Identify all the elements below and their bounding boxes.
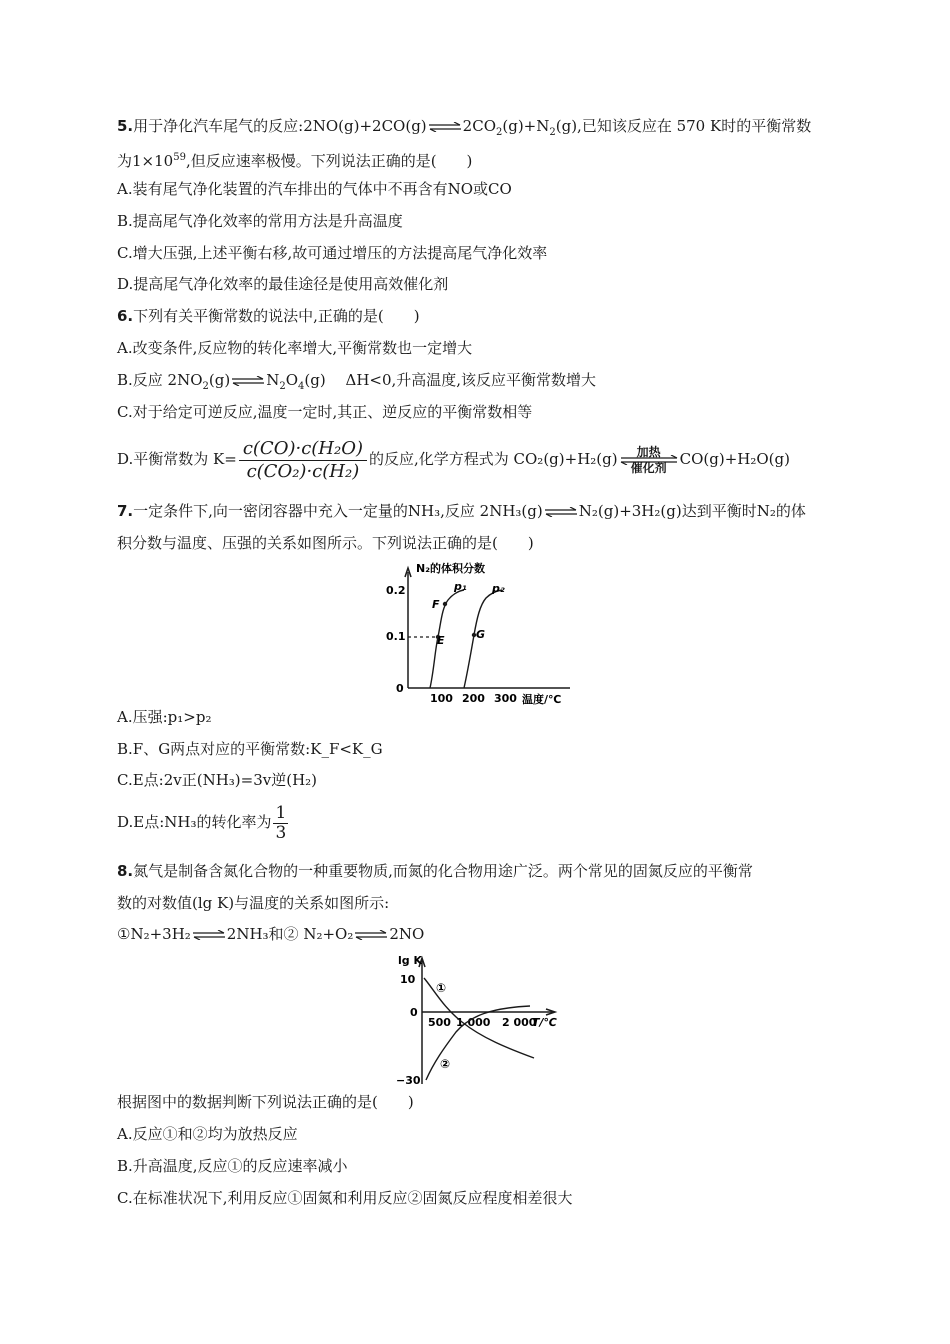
q8-stem: 根据图中的数据判断下列说法正确的是( ) — [117, 1093, 414, 1111]
label-p1: p₁ — [454, 580, 467, 593]
q7-option-d — [117, 800, 290, 844]
q6-option-a: A.改变条件,反应物的转化率增大,平衡常数也一定增大 — [117, 339, 473, 357]
q7-optd-text: D.E点:NH₃的转化率为 — [117, 813, 272, 831]
y-axis-label: lg K — [398, 954, 422, 967]
y-tick: −30 — [396, 1074, 421, 1087]
q6-option-c: C.对于给定可逆反应,温度一定时,其正、逆反应的平衡常数相等 — [117, 403, 533, 421]
fraction-denominator: c(CO₂)·c(H₂) — [246, 460, 360, 482]
y-axis-label: N₂的体积分数 — [416, 562, 486, 575]
equilibrium-arrow-icon — [231, 376, 265, 386]
q6-optd-text-c: CO(g)+H₂O(g) — [679, 450, 790, 468]
q5-text-1a: 用于净化汽车尾气的反应:2NO(g)+2CO(g) — [133, 117, 427, 135]
x-tick: 1 000 — [456, 1016, 491, 1029]
q5-text-1c: (g)+N — [502, 117, 550, 135]
q7-line1 — [117, 500, 806, 522]
q8-line3 — [117, 923, 424, 945]
q6-optd-text-b: 的反应,化学方程式为 CO₂(g)+H₂(g) — [369, 450, 618, 468]
label-e: E — [437, 634, 445, 647]
y-tick: 0.1 — [386, 630, 406, 643]
catalyst-reversible-arrow — [620, 443, 678, 477]
equilibrium-arrow-icon — [544, 507, 578, 517]
heating-label: 加热 — [636, 445, 661, 459]
q5-text-2b: ,但反应速率极慢。下列说法正确的是( ) — [185, 152, 473, 170]
equilibrium-arrow-icon — [354, 930, 388, 940]
q5-option-b: B.提高尾气净化效率的常用方法是升高温度 — [117, 212, 403, 230]
q5-line2 — [117, 147, 472, 172]
q8-option-c: C.在标准状况下,利用反应①固氮和利用反应②固氮反应程度相差很大 — [117, 1189, 573, 1207]
label-reaction-2: ② — [440, 1057, 451, 1071]
q6-optb-text-d: O — [285, 371, 299, 389]
q8-line2: 数的对数值(lg K)与温度的关系如图所示: — [117, 894, 390, 912]
q7-number: 7. — [117, 502, 134, 520]
q5-number: 5. — [117, 117, 134, 135]
y-tick: 10 — [400, 973, 416, 986]
label-f: F — [432, 598, 440, 611]
q7-option-c: C.E点:2v正(NH₃)=3v逆(H₂) — [117, 771, 318, 789]
q8-text-3a: ①N₂+3H₂ — [117, 925, 191, 943]
x-tick: 100 — [430, 692, 453, 705]
q5-line1: 5.用于净化汽车尾气的反应:2NO(g)+2CO(g) $2CO_2(g)+N_2(g)$,已知该反应在 570 K时的平衡常数 — [117, 117, 812, 138]
y-tick: 0 — [396, 682, 404, 695]
q6-stem-text: 下列有关平衡常数的说法中,正确的是( ) — [133, 307, 420, 325]
fraction-denominator: 3 — [275, 822, 287, 843]
conversion-fraction — [273, 804, 288, 843]
q8-line1 — [117, 860, 753, 882]
x-tick: 300 — [494, 692, 517, 705]
q5-text-2a: 为1×10 — [117, 152, 174, 170]
q7-option-a: A.压强:p₁>p₂ — [117, 708, 212, 726]
point-f — [443, 602, 447, 606]
label-reaction-1: ① — [436, 981, 447, 995]
q8-text-3b: 2NH₃和② N₂+O₂ — [226, 925, 354, 943]
fraction-numerator: c(CO)·c(H₂O) — [239, 438, 367, 461]
q6-option-b: B.反应 $2NO_2(g)$ $N_2O_4(g)$ ΔH<0,升高温度,该反应平衡常数增大 — [117, 371, 597, 392]
equilibrium-constant-fraction — [239, 438, 367, 483]
x-tick: 200 — [462, 692, 485, 705]
lgk-temperature-figure — [372, 950, 562, 1088]
q5-option-d: D.提高尾气净化效率的最佳途径是使用高效催化剂 — [117, 275, 449, 293]
q6-optd-text-a: D.平衡常数为 K= — [117, 450, 237, 468]
q7-line2: 积分数与温度、压强的关系如图所示。下列说法正确的是( ) — [117, 534, 534, 552]
q7-text-1b: N₂(g)+3H₂(g)达到平衡时N₂的体 — [578, 502, 806, 520]
q6-optb-text-c: N — [266, 371, 280, 389]
x-tick: 2 000 — [502, 1016, 537, 1029]
q8-text-1: 氮气是制备含氮化合物的一种重要物质,而氮的化合物用途广泛。两个常见的固氮反应的平衡常 — [133, 862, 753, 880]
q6-option-d — [117, 434, 790, 484]
q6-stem — [117, 305, 420, 327]
q6-optb-text-a: B.反应 2NO — [117, 371, 203, 389]
catalyst-label: 催化剂 — [630, 461, 667, 475]
equilibrium-arrow-icon — [192, 930, 226, 940]
n2-volume-fraction-figure — [378, 560, 578, 708]
q6-optb-text-e: (g) ΔH<0,升高温度,该反应平衡常数增大 — [304, 371, 597, 389]
q5-option-c: C.增大压强,上述平衡右移,故可通过增压的方法提高尾气净化效率 — [117, 244, 548, 262]
label-p2: p₂ — [492, 582, 505, 595]
q5-text-1b: 2CO — [462, 117, 496, 135]
fraction-numerator: 1 — [275, 802, 287, 823]
label-g: G — [476, 628, 486, 641]
q6-optb-text-b: (g) — [208, 371, 231, 389]
x-axis-label: 温度/℃ — [522, 693, 562, 706]
q8-text-3c: 2NO — [389, 925, 425, 943]
x-tick: 500 — [428, 1016, 451, 1029]
q8-number: 8. — [117, 862, 134, 880]
q8-option-a: A.反应①和②均为放热反应 — [117, 1125, 298, 1143]
q6-number: 6. — [117, 307, 134, 325]
q5-exponent: 59 — [173, 152, 186, 163]
x-axis-label: T/℃ — [532, 1016, 557, 1029]
y-tick: 0 — [410, 1006, 418, 1019]
equilibrium-arrow-icon — [428, 122, 462, 132]
q8-option-b: B.升高温度,反应①的反应速率减小 — [117, 1157, 348, 1175]
q5-text-1d: (g),已知该反应在 570 K时的平衡常数 — [555, 117, 812, 135]
q5-option-a: A.装有尾气净化装置的汽车排出的气体中不再含有NO或CO — [117, 180, 512, 198]
q7-text-1a: 一定条件下,向一密闭容器中充入一定量的NH₃,反应 2NH₃(g) — [133, 502, 543, 520]
y-tick: 0.2 — [386, 584, 406, 597]
q7-option-b: B.F、G两点对应的平衡常数:K_F<K_G — [117, 740, 383, 758]
